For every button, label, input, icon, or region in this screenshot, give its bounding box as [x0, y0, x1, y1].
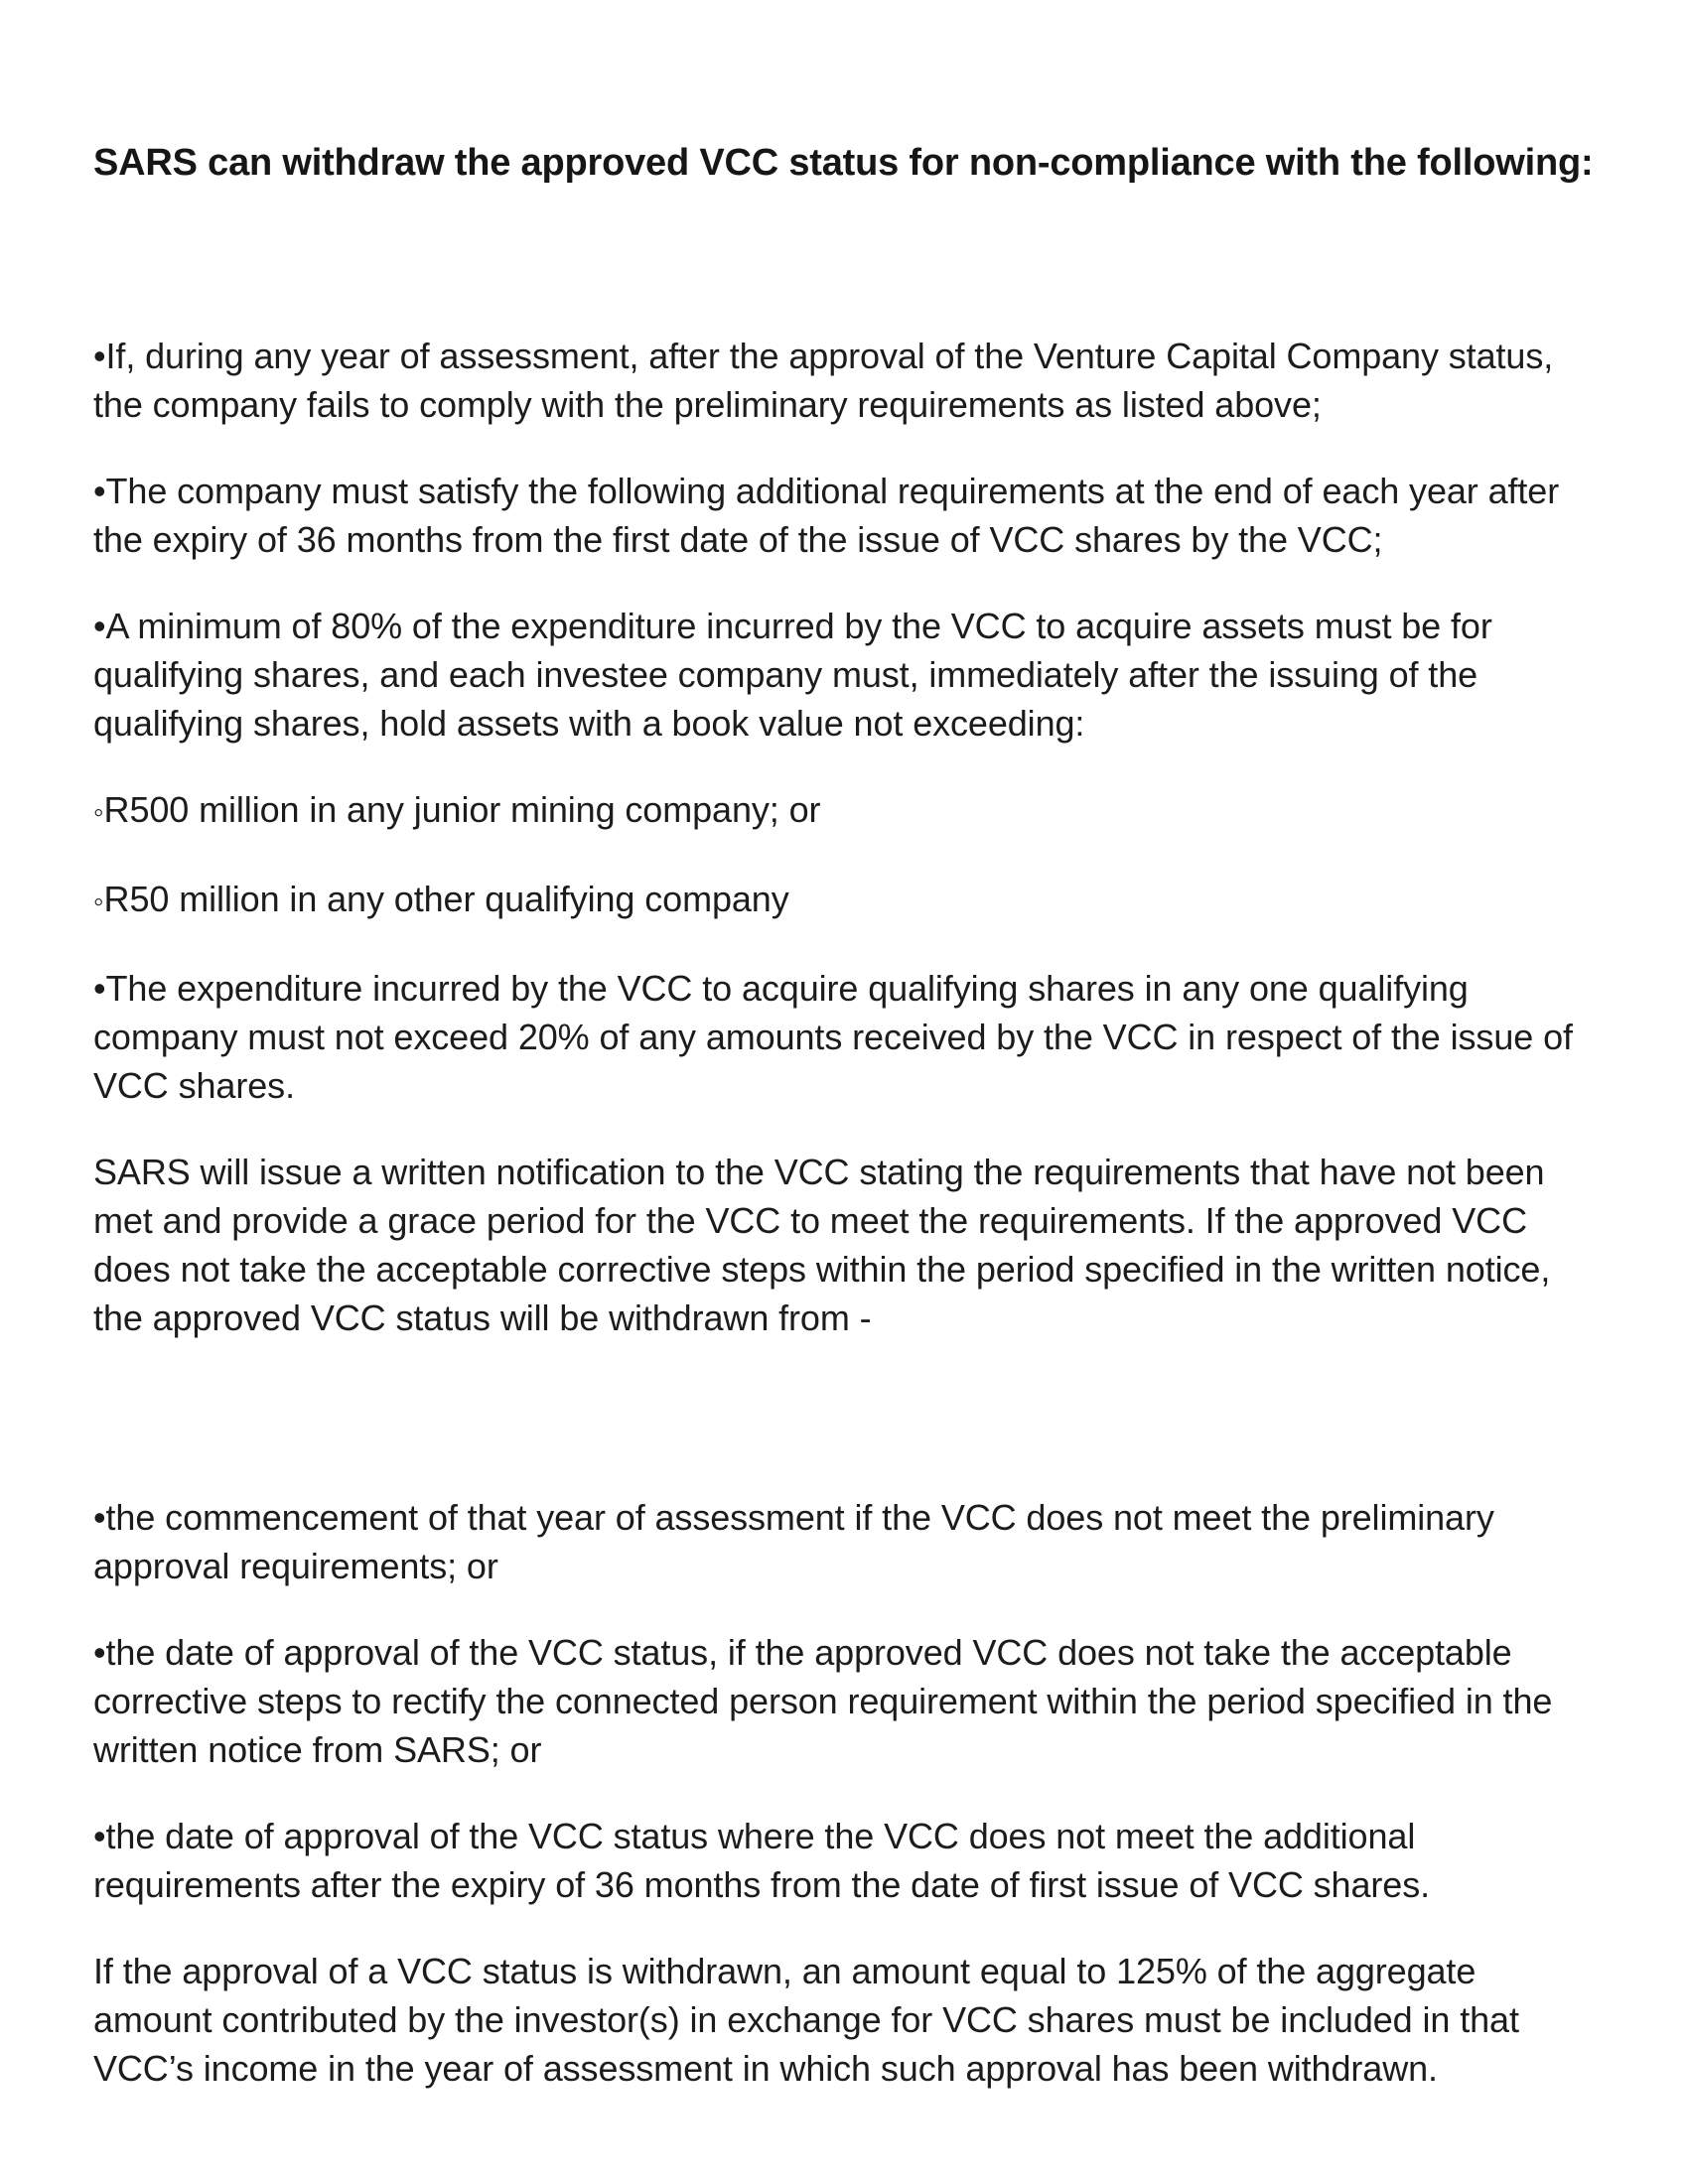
paragraph-text: the commencement of that year of assessment if the VCC does not meet the preliminary approval requirements; or	[93, 1497, 1494, 1586]
bullet-icon: •	[93, 471, 106, 511]
bullet-icon: •	[93, 1816, 106, 1856]
paragraph-text: If, during any year of assessment, after the approval of the Venture Capital Company status, the company fails to comply with the preliminary requirements as listed above;	[93, 336, 1554, 425]
page-title: SARS can withdraw the approved VCC status for non-compliance with the following:	[93, 142, 1594, 184]
bullet-item	[93, 332, 1601, 429]
circle-bullet-icon: ◦	[93, 796, 104, 829]
circle-bullet-icon: ◦	[93, 886, 104, 918]
paragraph-text: If the approval of a VCC status is withdrawn, an amount equal to 125% of the aggregate amount contributed by the investor(s) in exchange for VCC shares must be included in that VCC’s income in the year of assessment in which such approval has been withdrawn.	[93, 1951, 1519, 2089]
paragraph	[93, 1947, 1601, 2093]
bullet-icon: •	[93, 606, 106, 646]
paragraph-text: The expenditure incurred by the VCC to acquire qualifying shares in any one qualifying company must not exceed 20% of any amounts received by the VCC in respect of the issue of VCC shares.	[93, 968, 1573, 1106]
sub-bullet-item	[93, 875, 1601, 926]
bullet-icon: •	[93, 336, 106, 376]
paragraph-text: the date of approval of the VCC status, if the approved VCC does not take the acceptable corrective steps to rectify the connected person requirement within the period specified in the written notice from SARS; or	[93, 1632, 1553, 1770]
bullet-item	[93, 964, 1601, 1110]
bullet-item	[93, 467, 1601, 564]
paragraph-text: The company must satisfy the following additional requirements at the end of each year after the expiry of 36 months from the first date of the issue of VCC shares by the VCC;	[93, 471, 1560, 560]
bullet-icon: •	[93, 968, 106, 1009]
bullet-icon: •	[93, 1632, 106, 1673]
paragraph-text: A minimum of 80% of the expenditure incurred by the VCC to acquire assets must be for qualifying shares, and each investee company must, immediately after the issuing of the qualifying shares, hold assets with a book value not exceeding:	[93, 606, 1492, 744]
bullet-icon: •	[93, 1497, 106, 1538]
paragraph-text: R500 million in any junior mining company; or	[103, 789, 821, 830]
bullet-item	[93, 602, 1601, 748]
paragraph-text: SARS will issue a written notification to the VCC stating the requirements that have not been met and provide a grace period for the VCC to meet the requirements. If the approved VCC does not take the acceptable corrective steps within the period specified in the written notice, the approved VCC status will be withdrawn from -	[93, 1152, 1551, 1338]
sub-bullet-item	[93, 785, 1601, 837]
paragraph-text: the date of approval of the VCC status where the VCC does not meet the additional requirements after the expiry of 36 months from the date of first issue of VCC shares.	[93, 1816, 1431, 1905]
paragraph	[93, 1148, 1601, 1342]
bullet-item	[93, 1812, 1601, 1909]
bullet-item	[93, 1628, 1601, 1774]
bullet-item	[93, 1493, 1601, 1590]
paragraph-text: R50 million in any other qualifying company	[103, 879, 789, 919]
